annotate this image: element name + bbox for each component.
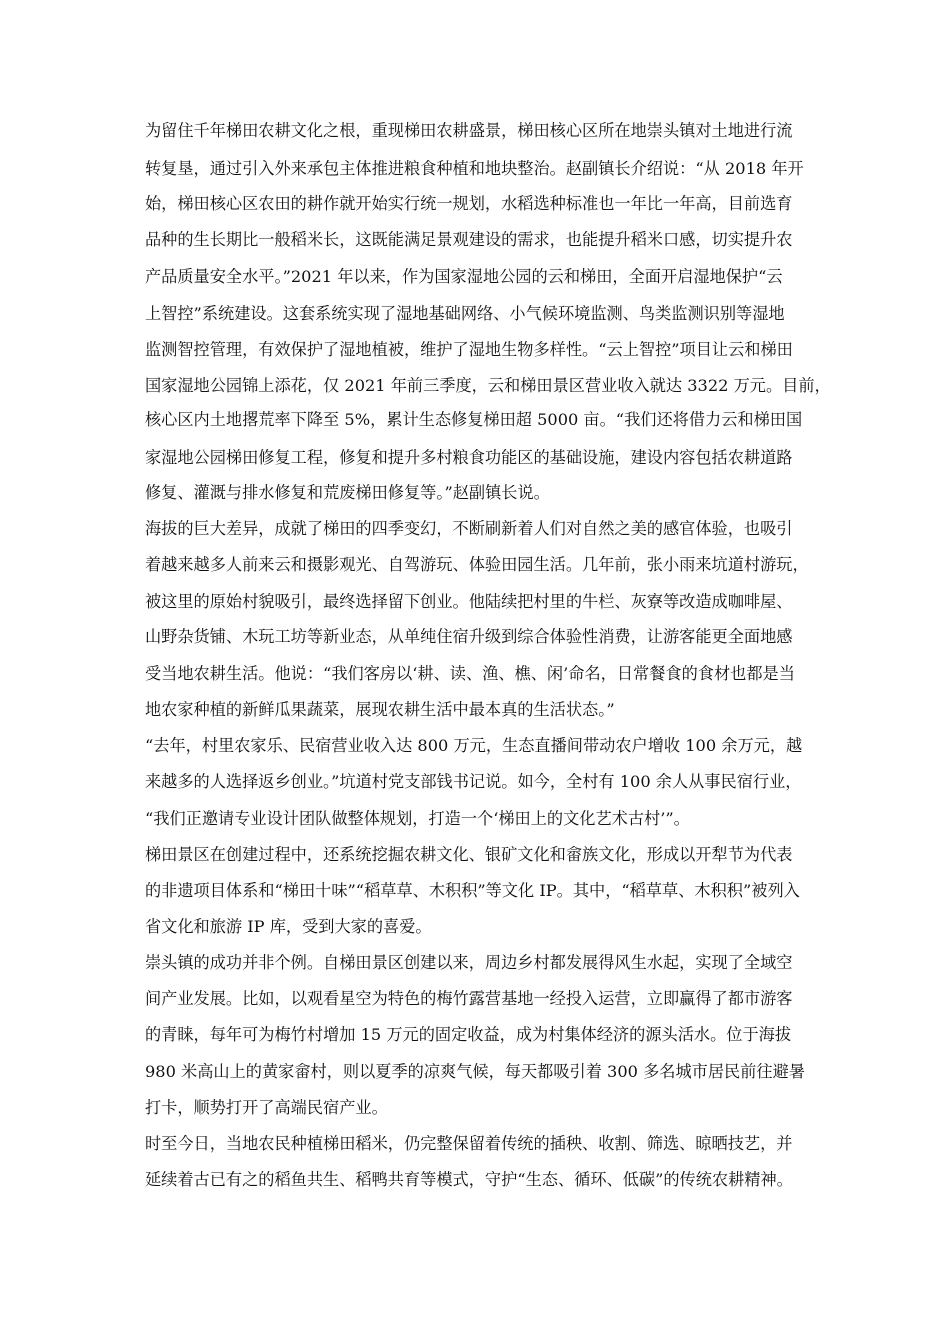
text-line: 打卡，顺势打开了高端民宿产业。: [145, 1098, 388, 1117]
text-line: 崇头镇的成功并非个例。自梯田景区创建以来，周边乡村都发展得风生水起，实现了全域空: [145, 953, 793, 972]
text-line: 来越多的人选择返乡创业。”坑道村党支部钱书记说。如今，全村有 100 余人从事民宿行业，: [145, 772, 802, 791]
text-line: 梯田景区在创建过程中，还系统挖掘农耕文化、银矿文化和畲族文化，形成以开犁节为代表: [145, 845, 793, 864]
text-line: 间产业发展。比如，以观看星空为特色的梅竹露营基地一经投入运营，立即赢得了都市游客: [145, 989, 793, 1008]
text-line: 地农家种植的新鲜瓜果蔬菜，展现农耕生活中最本真的生活状态。”: [145, 700, 615, 719]
text-line: 品种的生长期比一般稻米长，这既能满足景观建设的需求，也能提升稻米口感，切实提升农: [145, 230, 793, 249]
text-line: 修复、灌溉与排水修复和荒废梯田修复等。”赵副镇长说。: [145, 483, 550, 502]
text-line: 上智控”系统建设。这套系统实现了湿地基础网络、小气候环境监测、鸟类监测识别等湿地: [145, 304, 785, 323]
text-line: 监测智控管理，有效保护了湿地植被，维护了湿地生物多样性。“云上智控”项目让云和梯田: [145, 340, 793, 359]
text-line: “我们正邀请专业设计团队做整体规划，打造一个‘梯田上的文化艺术古村’”。: [145, 809, 690, 828]
text-line: 受当地农耕生活。他说：“我们客房以‘耕、读、渔、樵、闲’命名，日常餐食的食材也都是当: [145, 664, 795, 683]
text-line: 被这里的原始村貌吸引，最终选择留下创业。他陆续把村里的牛栏、灰寮等改造成咖啡屋、: [145, 592, 793, 611]
text-line: 的青睐，每年可为梅竹村增加 15 万元的固定收益，成为村集体经济的源头活水。位于海拔: [145, 1025, 792, 1044]
text-line: 省文化和旅游 IP 库，受到大家的喜爱。: [145, 917, 432, 936]
text-line: 着越来越多人前来云和摄影观光、自驾游玩、体验田园生活。几年前，张小雨来坑道村游玩，: [145, 555, 809, 574]
text-line: 国家湿地公园锦上添花，仅 2021 年前三季度，云和梯田景区营业收入就达 3322 万元。目前，: [145, 376, 831, 395]
text-line: 为留住千年梯田农耕文化之根，重现梯田农耕盛景，梯田核心区所在地崇头镇对土地进行流: [145, 121, 793, 140]
text-line: 转复垦，通过引入外来承包主体推进粮食种植和地块整治。赵副镇长介绍说：“从 2018 年开: [145, 159, 804, 178]
text-line: 时至今日，当地农民种植梯田稻米，仍完整保留着传统的插秧、收割、筛选、晾晒技艺，并: [145, 1134, 793, 1153]
text-line: 家湿地公园梯田修复工程，修复和提升多村粮食功能区的基础设施，建设内容包括农耕道路: [145, 448, 793, 467]
text-line: 的非遗项目体系和“梯田十味”“稻草草、木积积”等文化 IP。其中，“稻草草、木积积”被列入: [145, 881, 800, 900]
text-line: 延续着古已有之的稻鱼共生、稻鸭共育等模式，守护“生态、循环、低碳”的传统农耕精神。: [145, 1170, 793, 1189]
text-line: 海拔的巨大差异，成就了梯田的四季变幻，不断刷新着人们对自然之美的感官体验，也吸引: [145, 519, 793, 538]
text-line: 980 米高山上的黄家畲村，则以夏季的凉爽气候，每天都吸引着 300 多名城市居民前往避暑: [145, 1062, 805, 1081]
text-line: “去年，村里农家乐、民宿营业收入达 800 万元，生态直播间带动农户增收 100 余万元，越: [145, 736, 803, 755]
text-line: 始，梯田核心区农田的耕作就开始实行统一规划，水稻选种标准也一年比一年高，目前选育: [145, 194, 793, 213]
text-line: 产品质量安全水平。”2021 年以来，作为国家湿地公园的云和梯田，全面开启湿地保护“云: [145, 267, 783, 286]
text-line: 核心区内土地撂荒率下降至 5%，累计生态修复梯田超 5000 亩。“我们还将借力云和梯田国: [145, 410, 803, 429]
text-line: 山野杂货铺、木玩工坊等新业态，从单纯住宿升级到综合体验性消费，让游客能更全面地感: [145, 627, 793, 646]
